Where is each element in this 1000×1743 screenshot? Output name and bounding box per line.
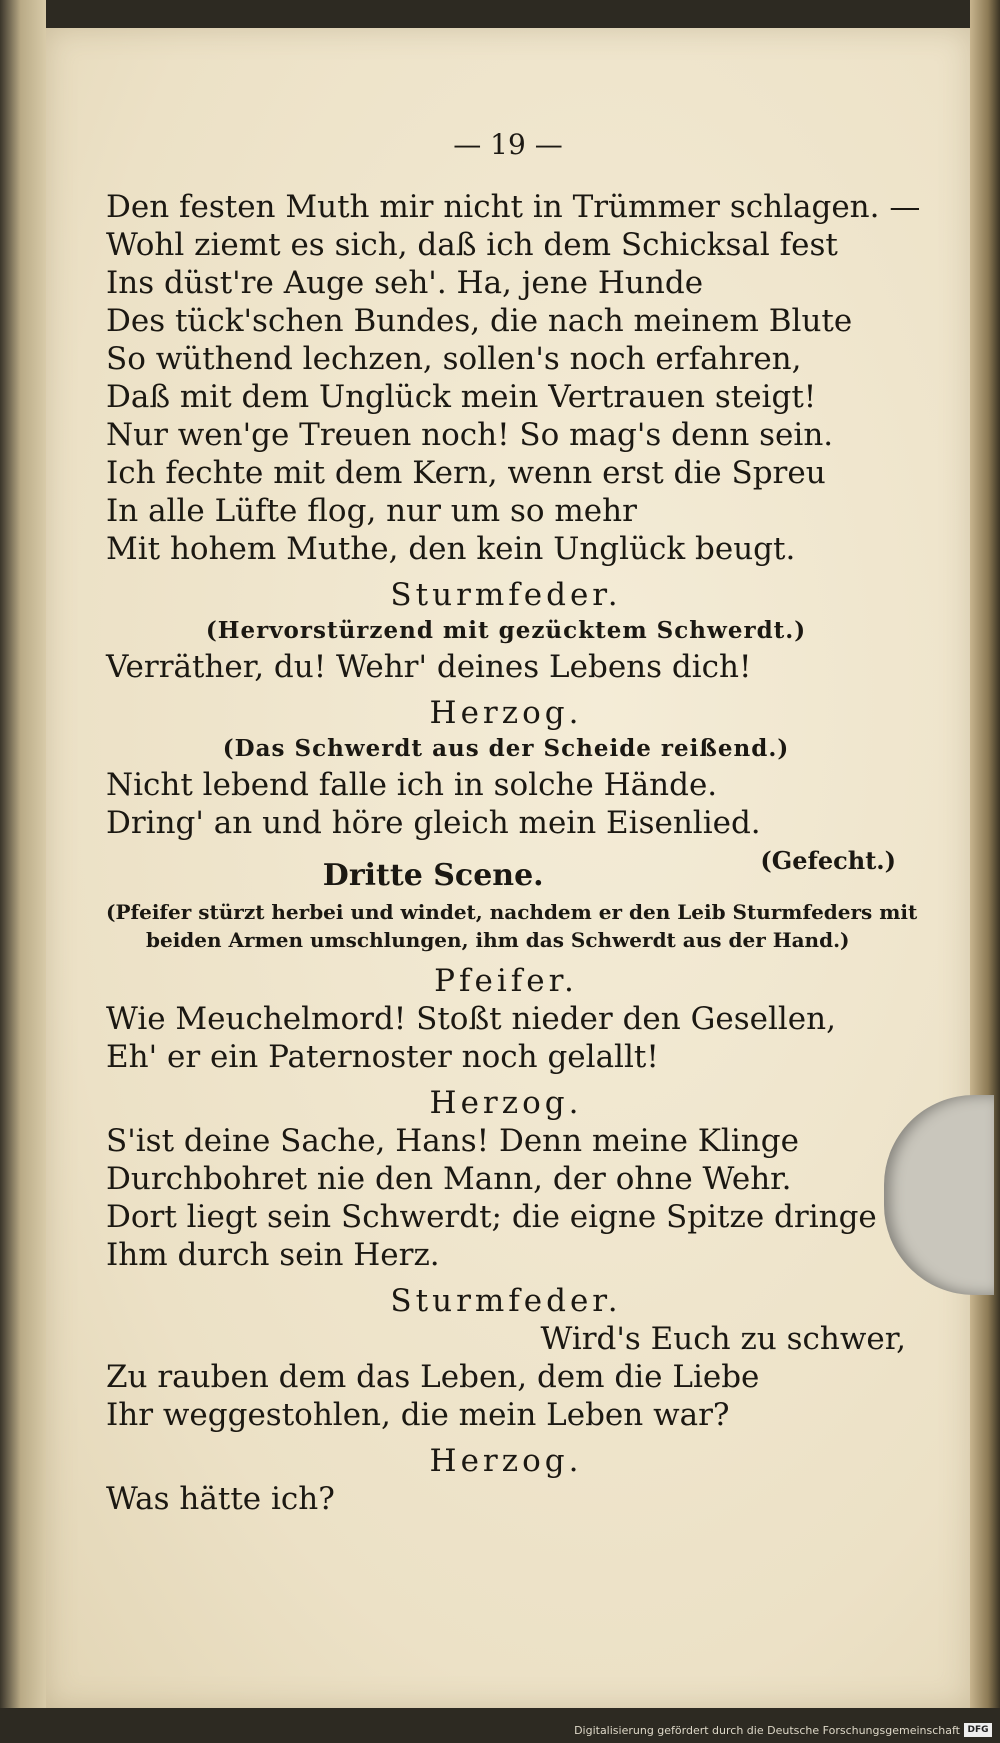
stage-direction: (Hervorstürzend mit gezücktem Schwerdt.) [205, 617, 807, 644]
dfg-logo: DFG [964, 1723, 992, 1737]
footer-credit: Digitalisierung gefördert durch die Deutsche Forschungsgemeinschaft [574, 1724, 960, 1737]
speaker-name: Herzog. [429, 1085, 583, 1121]
text-block [106, 188, 921, 1518]
stage-direction: (Das Schwerdt aus der Scheide reißend.) [222, 735, 790, 762]
verse-line: Dort liegt sein Schwerdt; die eigne Spitze dringe [106, 1199, 877, 1235]
verse-line: Nicht lebend falle ich in solche Hände. [106, 767, 718, 803]
verse-line: Mit hohem Muthe, den kein Unglück beugt. [106, 531, 796, 567]
verse-line: Ins düst're Auge seh'. Ha, jene Hunde [106, 265, 704, 301]
book-page [46, 28, 970, 1708]
stage-direction: (Gefecht.) [760, 846, 896, 875]
verse-text: Dring' an und höre gleich mein Eisenlied. [106, 805, 761, 841]
verse-line: Ihr weggestohlen, die mein Leben war? [106, 1397, 730, 1433]
verse-line: Wohl ziemt es sich, daß ich dem Schicksal fest [106, 227, 838, 263]
verse-line: S'ist deine Sache, Hans! Denn meine Klinge [106, 1123, 799, 1159]
verse-line: Ihm durch sein Herz. [106, 1237, 440, 1273]
book-edge [970, 0, 1000, 1743]
previous-page-edge [0, 0, 46, 1743]
speaker-name: Sturmfeder. [390, 577, 622, 613]
speaker-name: Sturmfeder. [390, 1283, 622, 1319]
verse-line: Wie Meuchelmord! Stoßt nieder den Gesellen, [106, 1001, 836, 1037]
verse-line: In alle Lüfte flog, nur um so mehr [106, 493, 637, 529]
verse-line: Ich fechte mit dem Kern, wenn erst die Spreu [106, 455, 826, 491]
verse-line: Zu rauben dem das Leben, dem die Liebe [106, 1359, 760, 1395]
scene-title: Dritte Scene. [322, 858, 544, 893]
verse-line: Daß mit dem Unglück mein Vertrauen steigt! [106, 379, 817, 415]
footer-bar [0, 1708, 1000, 1743]
verse-line: Den festen Muth mir nicht in Trümmer schlagen. — [106, 189, 921, 225]
scene-direction: (Pfeifer stürzt herbei und windet, nachdem er den Leib Sturmfeders mit [106, 900, 918, 924]
scene-direction: beiden Armen umschlungen, ihm das Schwerdt aus der Hand.) [146, 928, 850, 952]
speaker-name: Herzog. [429, 1443, 583, 1479]
verse-line: So wüthend lechzen, sollen's noch erfahren, [106, 341, 802, 377]
speaker-name: Herzog. [429, 695, 583, 731]
verse-line-with-direction [106, 804, 906, 875]
verse-line: Nur wen'ge Treuen noch! So mag's denn sein. [106, 417, 834, 453]
verse-line: Was hätte ich? [106, 1481, 335, 1517]
speaker-name: Pfeifer. [434, 963, 578, 999]
page-number: — 19 — [453, 128, 563, 161]
verse-line: Wird's Euch zu schwer, [540, 1321, 906, 1357]
verse-line: Des tück'schen Bundes, die nach meinem Blute [106, 303, 853, 339]
verse-line: Eh' er ein Paternoster noch gelallt! [106, 1039, 659, 1075]
verse-line: Verräther, du! Wehr' deines Lebens dich! [106, 649, 752, 685]
verse-line: Durchbohret nie den Mann, der ohne Wehr. [106, 1161, 792, 1197]
